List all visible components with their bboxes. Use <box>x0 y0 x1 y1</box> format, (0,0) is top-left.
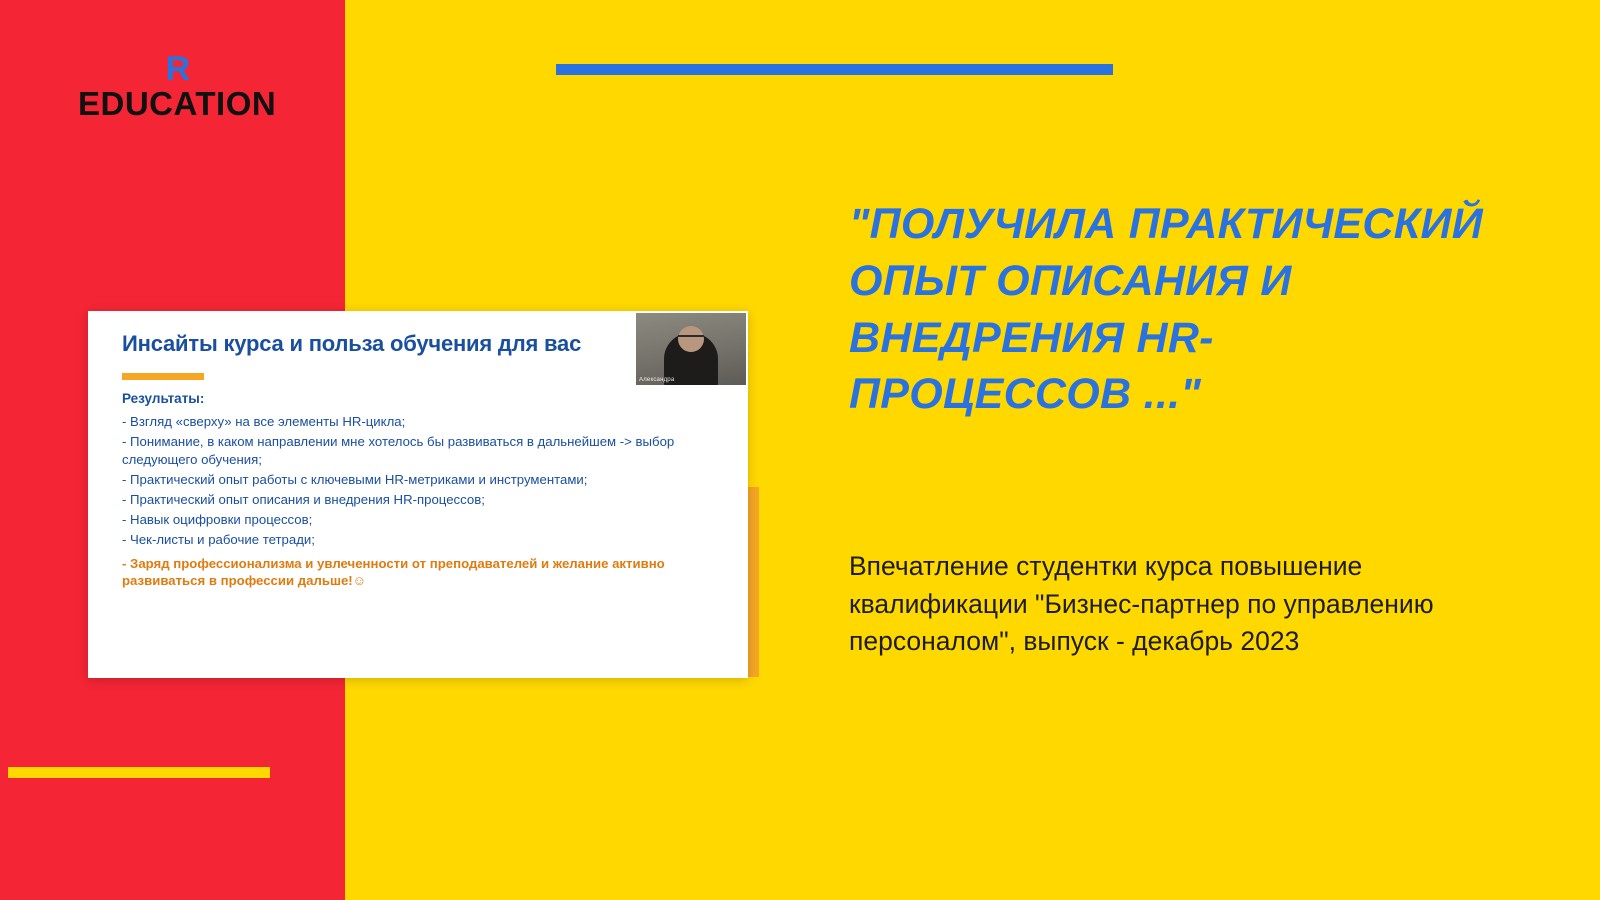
list-item: - Практический опыт работы с ключевыми HR-метриками и инструментами; <box>122 471 588 487</box>
screenshot-subtitle: Результаты: <box>122 391 205 406</box>
screenshot-bullet-list <box>122 413 702 592</box>
webcam-thumbnail <box>636 313 746 385</box>
glasses-icon <box>678 335 704 343</box>
list-item-highlight: - Заряд профессионализма и увлеченности от преподавателей и желание активно развиваться в профессии дальше!☺ <box>122 556 665 589</box>
screenshot-title-underline <box>122 373 204 380</box>
list-item: - Навык оцифровки процессов; <box>122 511 313 527</box>
screenshot-title: Инсайты курса и польза обучения для вас <box>122 331 582 356</box>
logo-text-hr <box>78 52 308 86</box>
webcam-participant-name: Александра <box>639 377 675 383</box>
decorative-bar-blue <box>556 64 1113 75</box>
list-item: - Понимание, в каком направлении мне хотелось бы развиваться в дальнейшем -> выбор следующего обучения; <box>122 434 675 467</box>
course-slide-screenshot <box>88 311 748 678</box>
testimonial-quote: "ПОЛУЧИЛА ПРАКТИЧЕСКИЙ ОПЫТ ОПИСАНИЯ И ВНЕДРЕНИЯ HR-ПРОЦЕССОВ ..." <box>849 200 1483 419</box>
logo-text-education: EDUCATION <box>78 85 277 122</box>
logo-letter-r: R <box>165 50 192 88</box>
list-item: - Взгляд «сверху» на все элементы HR-цикла; <box>122 414 406 429</box>
list-item: - Практический опыт описания и внедрения HR-процессов; <box>122 491 485 507</box>
list-item: - Чек-листы и рабочие тетради; <box>122 531 315 547</box>
testimonial-caption: Впечатление студентки курса повышение квалификации "Бизнес-партнер по управлению персоналом", выпуск - декабрь 2023 <box>849 551 1434 657</box>
brand-logo <box>78 52 308 120</box>
logo-letter-h: H <box>140 50 166 88</box>
decorative-bar-yellow <box>8 767 270 778</box>
